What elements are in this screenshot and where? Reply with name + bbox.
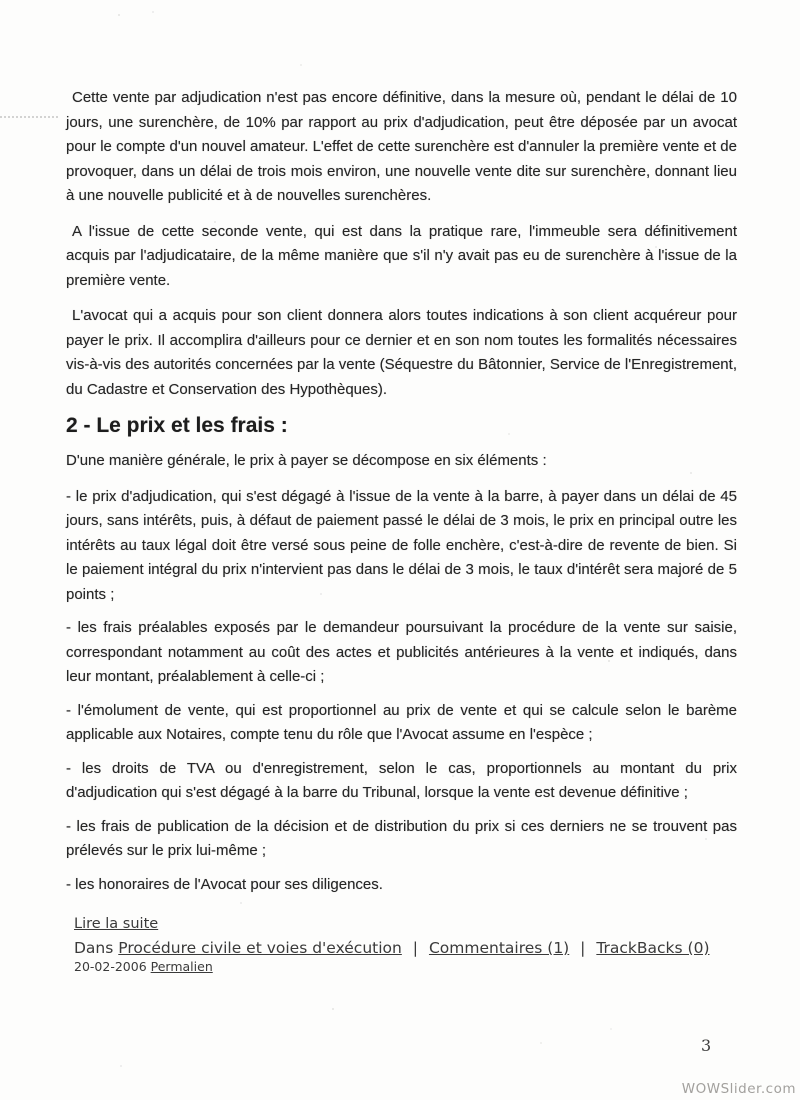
read-more-line [74,913,737,935]
page-number: 3 [701,1036,712,1055]
post-footer [74,913,737,974]
paragraph-intro-six-elements: D'une manière générale, le prix à payer se décompose en six éléments : [66,452,547,469]
post-meta-line [74,938,737,958]
scan-noise [0,0,2,2]
comments-link[interactable]: Commentaires (1) [428,939,570,957]
scan-artifact-line [0,116,58,118]
trackbacks-link[interactable]: TrackBacks (0) [596,939,710,957]
watermark-text: WOWSlider.com [681,1081,796,1097]
article-body [66,0,737,974]
permalink-link[interactable]: Permalien [150,959,213,974]
category-link[interactable]: Procédure civile et voies d'exécution [118,939,402,957]
post-date-line [74,959,737,974]
section-heading-prix-et-frais: 2 - Le prix et les frais : [66,414,288,437]
category-prefix-label: Dans [74,939,114,957]
paragraph-surenchere: Cette vente par adjudication n'est pas encore définitive, dans la mesure où, pendant le délai de 10 jours, une surenchère, de 10% par rapport au prix d'adjudication, peut être déposée par un avocat pour le compte d'un nouvel amateur. L'effet de cette surenchère est d'annuler la première vente et de provoquer, dans un délai de trois mois environ, une nouvelle vente dite sur surenchère, donnant lieu à une nouvelle publicité et à de nouvelles surenchères. [66,89,737,204]
paragraph-avocat-formalites: L'avocat qui a acquis pour son client donnera alors toutes indications à son client acquéreur pour payer le prix. Il accomplira d'ailleurs pour ce dernier et en son nom toutes les formalités nécessaires vis-à-vis des autorités concernées par la vente (Séquestre du Bâtonnier, Service de l'Enregistrement, du Cadastre et Conservation des Hypothèques). [66,307,737,398]
bullet-emolument-vente: - l'émolument de vente, qui est proportionnel au prix de vente et qui se calcule selon le barème applicable aux Notaires, compte tenu du rôle que l'Avocat assume en l'espèce ; [66,701,737,743]
bullet-prix-adjudication: - le prix d'adjudication, qui s'est dégagé à l'issue de la vente à la barre, à payer dans un délai de 45 jours, sans intérêts, puis, à défaut de paiement passé le délai de 3 mois, le prix en principal outre les intérêts au taux légal doit être versé sous peine de folle enchère, c'est-à-dire de revente de bien. Si le paiement intégral du prix n'intervient pas dans le délai de 3 mois, le taux d'intérêt sera majoré de 5 points ; [66,487,737,603]
bullet-droits-tva: - les droits de TVA ou d'enregistrement, selon le cas, proportionnels au montant du prix d'adjudication qui s'est dégagé à la barre du Tribunal, lorsque la vente est devenue définitive ; [66,759,737,801]
paragraph-seconde-vente: A l'issue de cette seconde vente, qui est dans la pratique rare, l'immeuble sera définitivement acquis par l'adjudicataire, de la même manière que s'il n'y avait pas eu de surenchère à l'issue de la première vente. [66,222,737,289]
read-more-link[interactable]: Lire la suite [74,916,159,932]
post-date: 20-02-2006 [74,959,147,974]
bullet-frais-prealables: - les frais préalables exposés par le demandeur poursuivant la procédure de la vente sur saisie, correspondant notamment au coût des actes et publicités antérieures à la vente et indiqués, dans leur montant, préalablement à celle-ci ; [66,619,737,685]
bullet-frais-publication: - les frais de publication de la décision et de distribution du prix si ces derniers ne se trouvent pas prélevés sur le prix lui-même ; [66,817,737,859]
meta-separator: | [580,939,586,957]
meta-separator: | [412,939,419,957]
bullet-honoraires-avocat: - les honoraires de l'Avocat pour ses diligences. [66,875,383,893]
